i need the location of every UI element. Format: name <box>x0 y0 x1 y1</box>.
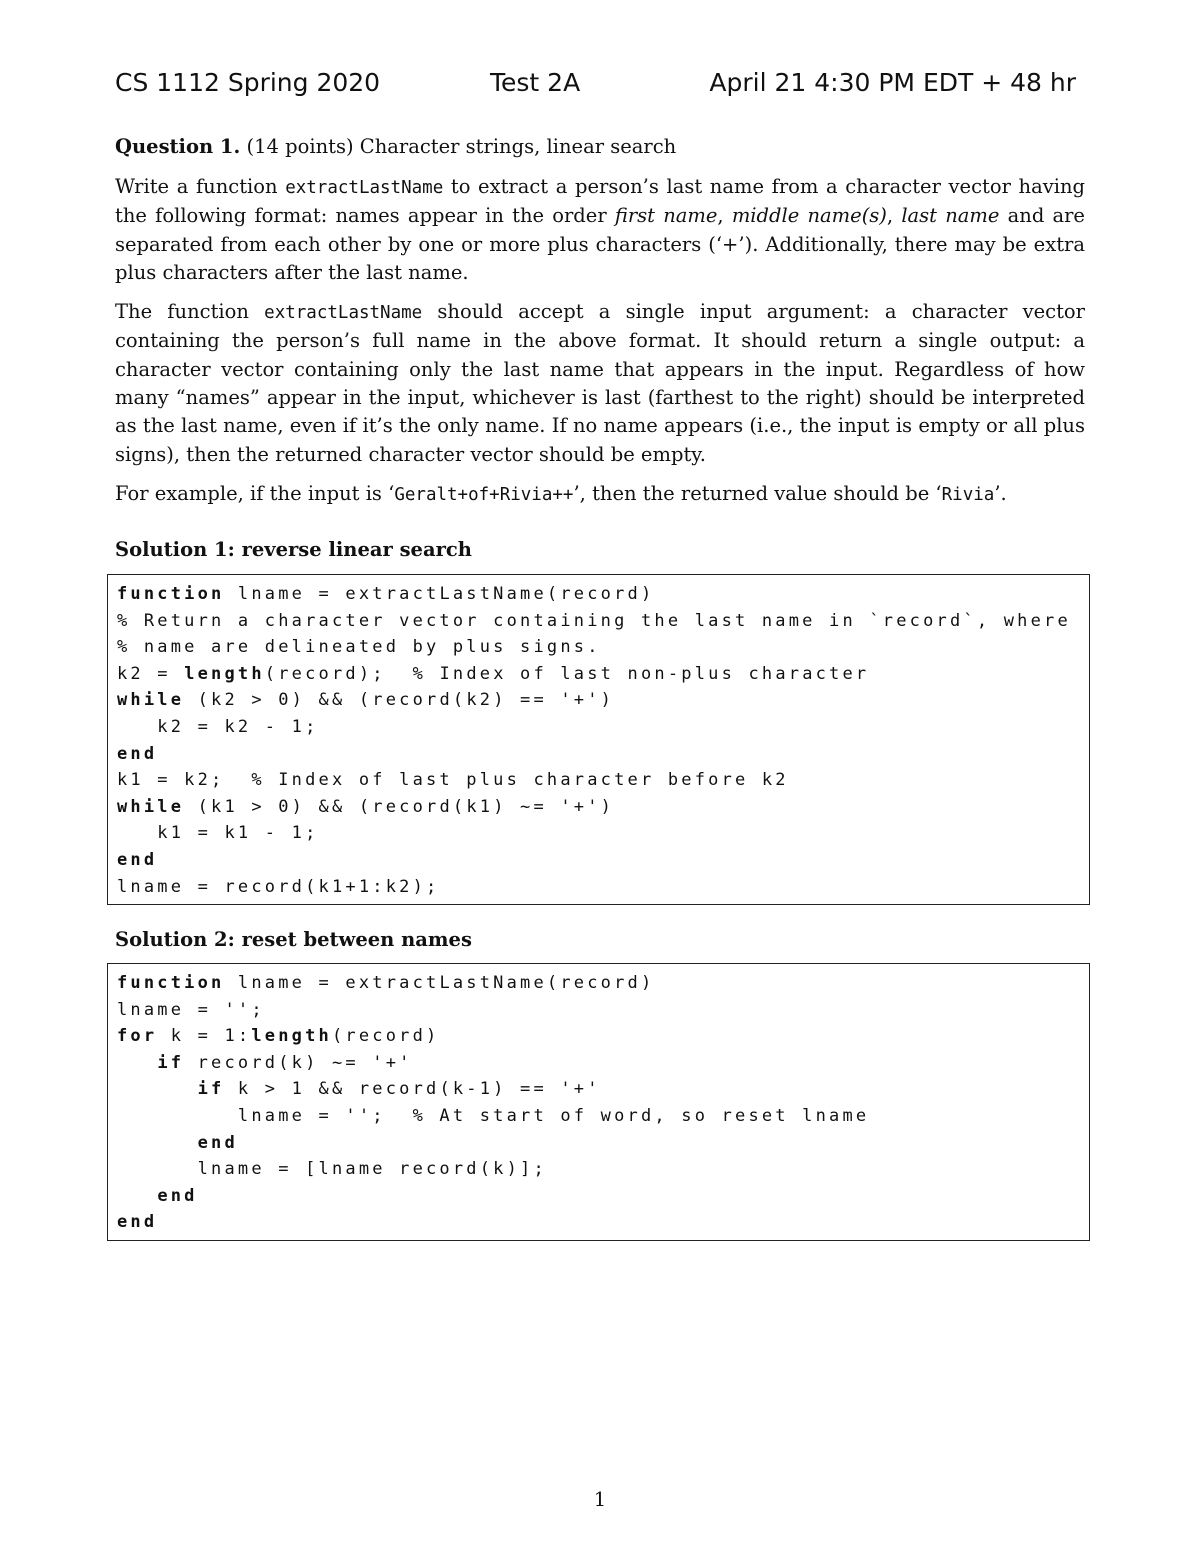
code-text: k2 = <box>117 663 185 684</box>
code-text <box>117 1186 157 1206</box>
text: ’. <box>994 481 1007 505</box>
code-keyword: function <box>117 584 225 604</box>
code-keyword: length <box>184 663 265 684</box>
text: The function <box>115 300 265 324</box>
test-label: Test 2A <box>490 68 581 97</box>
code-keyword: if <box>157 1052 185 1073</box>
question-label: Question 1. <box>115 135 241 158</box>
code-text: k1 = k1 - 1; <box>117 823 319 844</box>
due-date: April 21 4:30 PM EDT + 48 hr <box>709 68 1076 97</box>
code-text: lname = record(k1+1:k2); <box>117 876 440 897</box>
code-keyword: length <box>251 1026 332 1047</box>
code-text: lname = ''; <box>117 999 265 1020</box>
question-body <box>115 173 1085 520</box>
code-keyword: end <box>117 1212 158 1233</box>
text: , <box>886 204 902 228</box>
code-text: % name are delineated by plus signs. <box>117 637 601 658</box>
code-line <box>117 1156 1081 1183</box>
code-text: (k2 > 0) && (record(k2) == '+') <box>184 690 615 711</box>
code-line <box>117 997 1081 1024</box>
code-keyword: while <box>117 796 185 817</box>
function-name: extractLastName <box>285 178 444 198</box>
code-line <box>117 661 1081 688</box>
code-line <box>117 820 1081 847</box>
text: , <box>717 204 732 228</box>
text: For example, if the input is ‘ <box>115 481 395 505</box>
code-line <box>117 714 1081 741</box>
text: and are separated from each other by one or more plus characters (‘+’). Additionally, there may be extra plus characters after the last name. <box>115 204 1085 284</box>
course-title: CS 1112 Spring 2020 <box>115 68 381 97</box>
code-text <box>117 1053 157 1073</box>
example-output: Rivia <box>941 484 995 505</box>
code-line <box>117 794 1081 821</box>
code-line <box>117 970 1081 997</box>
code-keyword: if <box>197 1079 225 1100</box>
emph-first-name: first name <box>614 204 718 228</box>
code-text <box>117 1133 198 1153</box>
code-text: lname = [lname record(k)]; <box>117 1159 547 1180</box>
code-line <box>117 1183 1081 1210</box>
text: should accept a single input argument: a character vector containing the person’s full name in the above format. It should return a single output: a character vector containing only the last name that appears in the input. Regardless of how many “names” appear in the input, whichever is last (farthest to the right) should be interpreted as the last name, even if it’s the only name. If no name appears (i.e., the input is empty or all plus signs), then the returned character vector should be empty. <box>115 300 1085 466</box>
code-line <box>117 741 1081 768</box>
code-text: lname = extractLastName(record) <box>224 584 655 604</box>
page-number: 1 <box>593 1488 607 1511</box>
code-line <box>117 874 1081 901</box>
solution-2-code <box>107 963 1090 1241</box>
question-title: (14 points) Character strings, linear search <box>246 135 677 158</box>
code-line <box>117 1130 1081 1157</box>
code-line <box>117 1050 1081 1077</box>
emph-middle-name: middle name(s) <box>731 204 887 228</box>
code-line <box>117 687 1081 714</box>
code-text: (k1 > 0) && (record(k1) ~= '+') <box>184 796 615 817</box>
solution-1-title: Solution 1: reverse linear search <box>115 538 472 561</box>
code-keyword: end <box>117 743 158 764</box>
code-keyword: end <box>197 1132 238 1153</box>
code-text <box>117 1079 198 1099</box>
code-line <box>117 634 1081 661</box>
code-text: record(k) ~= '+' <box>184 1052 413 1073</box>
example-input: Geralt+of+Rivia++ <box>394 484 574 505</box>
code-line <box>117 1103 1081 1130</box>
code-text: k = 1: <box>157 1026 252 1047</box>
text: to extract a person’s last name from a character vector having the following format: names appear in the order <box>115 175 1085 228</box>
text: Write a function <box>115 175 286 198</box>
code-text: (record); % Index of last non-plus character <box>264 663 870 684</box>
paragraph-1 <box>115 173 1085 287</box>
code-keyword: end <box>157 1185 198 1206</box>
code-line <box>117 581 1081 608</box>
solution-1-code <box>107 574 1090 905</box>
code-line <box>117 608 1081 635</box>
code-text: k1 = k2; % Index of last plus character before k2 <box>117 770 789 791</box>
code-keyword: for <box>117 1026 158 1047</box>
code-line <box>117 1023 1081 1050</box>
code-text: lname = extractLastName(record) <box>224 973 655 993</box>
function-name: extractLastName <box>264 303 423 324</box>
solution-2-title: Solution 2: reset between names <box>115 928 472 951</box>
code-text: k > 1 && record(k-1) == '+' <box>224 1079 601 1100</box>
emph-last-name: last name <box>901 204 1000 228</box>
code-text: lname = ''; % At start of word, so reset lname <box>117 1105 870 1126</box>
code-text: (record) <box>331 1026 440 1047</box>
code-keyword: end <box>117 849 158 870</box>
code-text: % Return a character vector containing the last name in `record`, where <box>117 610 1071 631</box>
code-keyword: function <box>117 973 225 993</box>
text: ’, then the returned value should be ‘ <box>573 481 942 505</box>
code-keyword: while <box>117 690 185 711</box>
code-line <box>117 1209 1081 1236</box>
code-line <box>117 767 1081 794</box>
code-line <box>117 1076 1081 1103</box>
paragraph-3 <box>115 480 1085 509</box>
code-line <box>117 847 1081 874</box>
paragraph-2 <box>115 298 1085 469</box>
code-text: k2 = k2 - 1; <box>117 716 319 737</box>
question-heading <box>115 135 676 158</box>
